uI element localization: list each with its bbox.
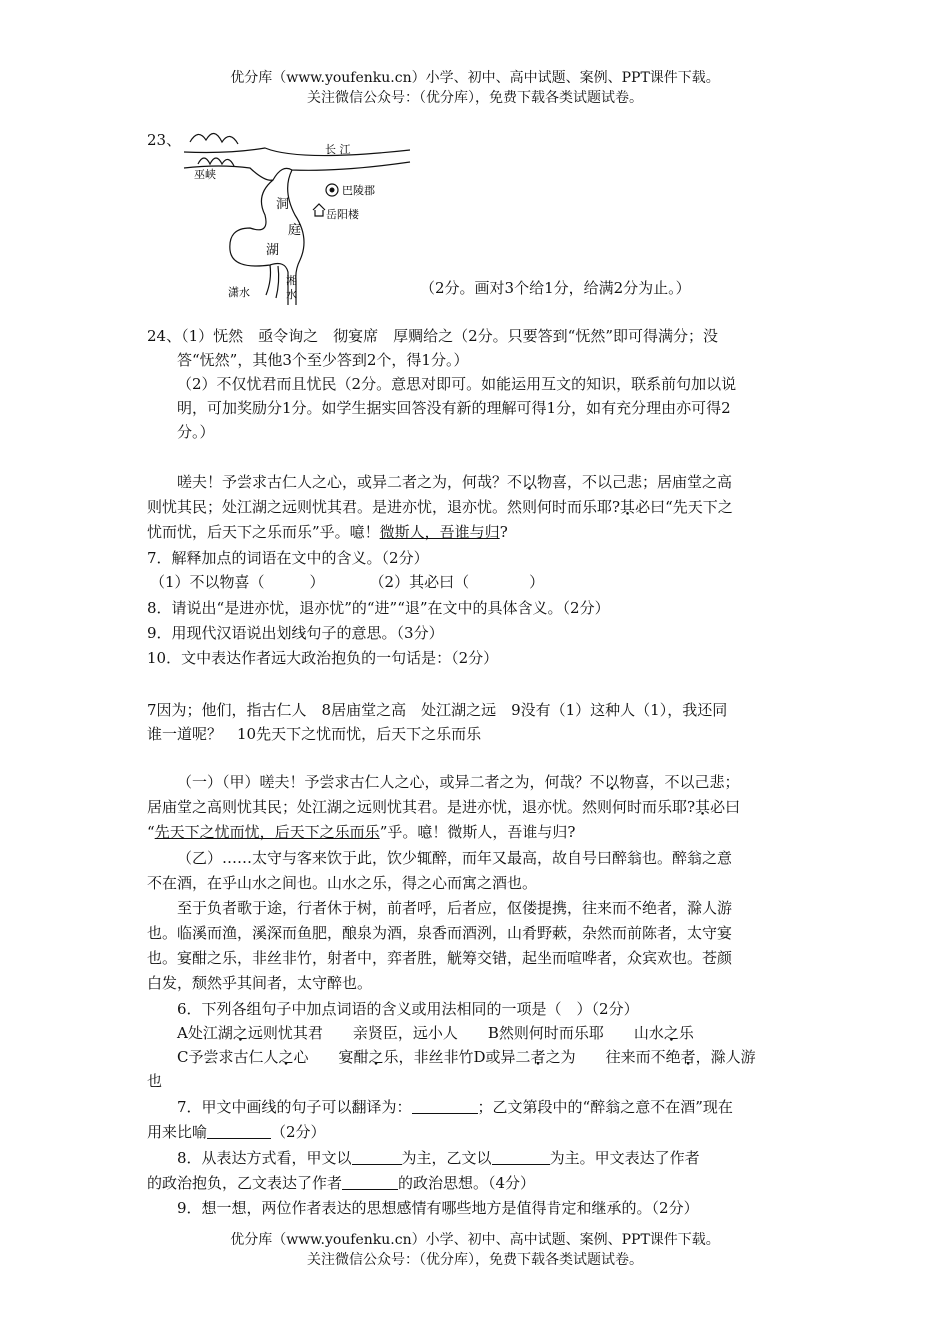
question-text: 的政治抱负，乙文表达了作者 (147, 1174, 343, 1192)
question-text: ；乙文第段中的“醉翁之意不在酒”现在 (477, 1098, 733, 1116)
passage2-text: 物喜，不以己悲； (619, 773, 740, 791)
passage1-text: 必曰“先天下之 (635, 498, 733, 516)
answer-blank[interactable] (342, 1173, 398, 1190)
mountain-icon (198, 158, 234, 166)
question-7: 7．解释加点的词语在文中的含义。（2分） (147, 549, 429, 567)
mountain-icon (190, 133, 238, 144)
question-10: 10．文中表达作者远大政治抱负的一句话是：（2分） (147, 649, 499, 667)
passage2-jia-line-1 (177, 770, 837, 794)
map-label-dong: 洞 (276, 197, 290, 212)
passage2-jia-line-2 (147, 795, 807, 819)
passage2-yi-line-3: 至于负者歌于途，行者休于树，前者呼，后者应，伛偻提携，往来而不绝者，滁人游 (177, 899, 733, 917)
passage2-text: “ (147, 823, 155, 841)
map-label-balingjun: 巴陵郡 (342, 184, 375, 197)
question-text: 用来比喻 (147, 1123, 208, 1141)
map-label-wuxia: 巫峡 (194, 168, 216, 181)
passage1-text: 物喜，不以己悲；居庙堂之高 (537, 473, 733, 491)
header-line-2: 关注微信公众号：（优分库），免费下载各类试题试卷。 (307, 90, 643, 106)
q24-line-3: （2）不仅忧君而且忧民（2分。意思对即可。如能运用互文的知识，联系前句加以说 (177, 375, 737, 393)
dotted-word: 其 (695, 798, 711, 816)
question2-7-line-2 (147, 1120, 807, 1144)
question2-6: 6．下列各组句子中加点词语的含义或用法相同的一项是（ ）（2分） (177, 1000, 639, 1018)
passage2-text: 居庙堂之高则忧其民；处江湖之远则忧其君。是进亦忧，退亦忧。然则何时而乐耶? (147, 798, 696, 816)
dotted-word: 以 (604, 773, 620, 791)
dotted-word: 以 (522, 473, 538, 491)
q23-number: 23、 (147, 131, 182, 149)
question-8: 8．请说出“是进亦忧，退亦忧”的“进”“退”在文中的具体含义。（2分） (147, 599, 610, 617)
question-text: 的政治思想。（4分） (398, 1174, 536, 1192)
question2-7-line-1 (177, 1095, 837, 1119)
passage1-text: 则忧其民；处江湖之远则忧其君。是进亦忧，退亦忧。然则何时而乐耶? (147, 498, 621, 516)
question-9: 9．用现代汉语说出划线句子的意思。（3分） (147, 624, 444, 642)
underlined-sentence: 微斯人，吾谁与归 (379, 523, 500, 541)
dotted-word: 之 (232, 1024, 248, 1042)
passage1-line-2 (147, 495, 807, 519)
map-label-ting: 庭 (288, 223, 302, 238)
header-line-1: 优分库（www.youfenku.cn）小学、初中、高中试题、案例、PPT课件下载。 (230, 70, 720, 86)
dotted-word: 者 (680, 1048, 696, 1066)
answer-blank[interactable] (207, 1122, 271, 1139)
passage2-text: （一）（甲）嗟夫！予尝求古仁人之心，或异二者之为，何哉？不 (177, 773, 605, 791)
q24-line-1: 24、（1）怃然 亟令询之 彻宴席 厚赒给之（2分。只要答到“怃然”即可得满分；没 (147, 327, 719, 345)
map-label-xiao: 潇水 (228, 286, 250, 299)
footer-line-2: 关注微信公众号：（优分库），免费下载各类试题试卷。 (307, 1252, 643, 1268)
yangtze-upper-bank (184, 148, 410, 156)
answer-blank[interactable] (352, 1148, 402, 1165)
option-text: C予尝求古仁人 (177, 1048, 279, 1066)
passage2-jia-line-3 (147, 820, 807, 844)
q24-line-4: 明，可加奖励分1分。如学生据实回答没有新的理解可得1分，如有充分理由亦可得2 (177, 399, 731, 417)
question2-6-option-ab (177, 1021, 837, 1045)
passage1-text: ? (499, 523, 508, 541)
answer-blank[interactable] (492, 1148, 550, 1165)
dotted-word: 之 (663, 1024, 679, 1042)
map-label-changjiang: 长 江 (325, 143, 351, 156)
question2-6-option-cd (177, 1045, 837, 1069)
q24-line-5: 分。） (177, 423, 215, 441)
question-text: 为主。甲文表达了作者 (549, 1149, 700, 1167)
xiao-river (266, 265, 271, 295)
yueyanglou-icon (313, 204, 325, 216)
option-text: 乐，非丝非竹D或异二 (383, 1048, 531, 1066)
answer-blank[interactable] (412, 1097, 478, 1114)
map-label-xiang-1: 湘 (286, 274, 297, 287)
map-label-xiang-2: 水 (286, 288, 297, 301)
option-text: A处江湖 (177, 1024, 233, 1042)
passage2-text: ”乎。噫！微斯人，吾谁与归? (379, 823, 576, 841)
question-text: 为主，乙文以 (401, 1149, 492, 1167)
page-footer (0, 1230, 950, 1270)
q23-score-note: （2分。画对3个给1分，给满2分为止。） (420, 279, 691, 297)
passage2-yi-line-1: （乙）……太守与客来饮于此，饮少辄醉，而年又最高，故自号曰醉翁也。醉翁之意 (177, 849, 733, 867)
question-text: （2分） (271, 1123, 326, 1141)
question2-6-option-cd-wrap: 也 (147, 1072, 163, 1090)
dongting-map (170, 120, 420, 310)
option-text: 乐 (678, 1024, 694, 1042)
question2-8-line-1 (177, 1146, 837, 1170)
question2-9: 9．想一想，两位作者表达的思想感情有哪些地方是值得肯定和继承的。（2分） (177, 1199, 699, 1217)
footer-line-1: 优分库（www.youfenku.cn）小学、初中、高中试题、案例、PPT课件下载。 (230, 1232, 720, 1248)
dotted-word: 之 (278, 1048, 294, 1066)
passage2-yi-line-4: 也。临溪而渔，溪深而鱼肥，酿泉为酒，泉香而酒洌，山肴野蔌，杂然而前陈者，太守宴 (147, 924, 733, 942)
option-text: 之为 往来而不绝 (545, 1048, 681, 1066)
question-7-items: （1）不以物喜（ ） （2）其必曰（ ） (150, 573, 545, 591)
passage2-text: 必曰 (710, 798, 741, 816)
question2-8-line-2 (147, 1171, 807, 1195)
passage2-yi-line-2: 不在酒，在乎山水之间也。山水之乐，得之心而寓之酒也。 (147, 874, 538, 892)
passage1-text: 嗟夫！予尝求古仁人之心，或异二者之为，何哉？不 (177, 473, 523, 491)
passage2-yi-line-5: 也。宴酣之乐，非丝非竹，射者中，弈者胜，觥筹交错，起坐而喧哗者，众宾欢也。苍颜 (147, 949, 733, 967)
passage1-line-3 (147, 520, 807, 544)
option-text: 远则忧其君 亲贤臣，远小人 B然则何时而乐耶 山水 (247, 1024, 664, 1042)
passage2-yi-line-6: 白发，颓然乎其间者，太守醉也。 (147, 974, 373, 992)
answers1-line-1: 7因为；他们，指古仁人 8居庙堂之高 处江湖之远 9没有（1）这种人（1），我还同 (147, 701, 728, 719)
passage1-line-1 (177, 470, 837, 494)
passage1-text: 忧而忧，后天下之乐而乐”乎。噫！ (147, 523, 380, 541)
q24-line-2: 答“怃然”，其他3个至少答到2个，得1分。） (177, 351, 469, 369)
question-text: 7．甲文中画线的句子可以翻译为： (177, 1098, 412, 1116)
dotted-word: 者 (530, 1048, 546, 1066)
question-text: 8．从表达方式看，甲文以 (177, 1149, 352, 1167)
underlined-sentence: 先天下之忧而忧，后天下之乐而乐 (154, 823, 380, 841)
page-header (0, 68, 950, 108)
option-text: 心 宴酣 (293, 1048, 369, 1066)
yangtze-lower-bank (184, 162, 410, 180)
map-label-yueyanglou: 岳阳楼 (326, 208, 359, 221)
map-label-hu: 湖 (266, 243, 280, 258)
option-text: ，滁人游 (695, 1048, 756, 1066)
dotted-word: 其 (620, 498, 636, 516)
answers1-line-2: 谁一道呢？ 10先天下之忧而忧，后天下之乐而乐 (147, 725, 482, 743)
dotted-word: 之 (368, 1048, 384, 1066)
